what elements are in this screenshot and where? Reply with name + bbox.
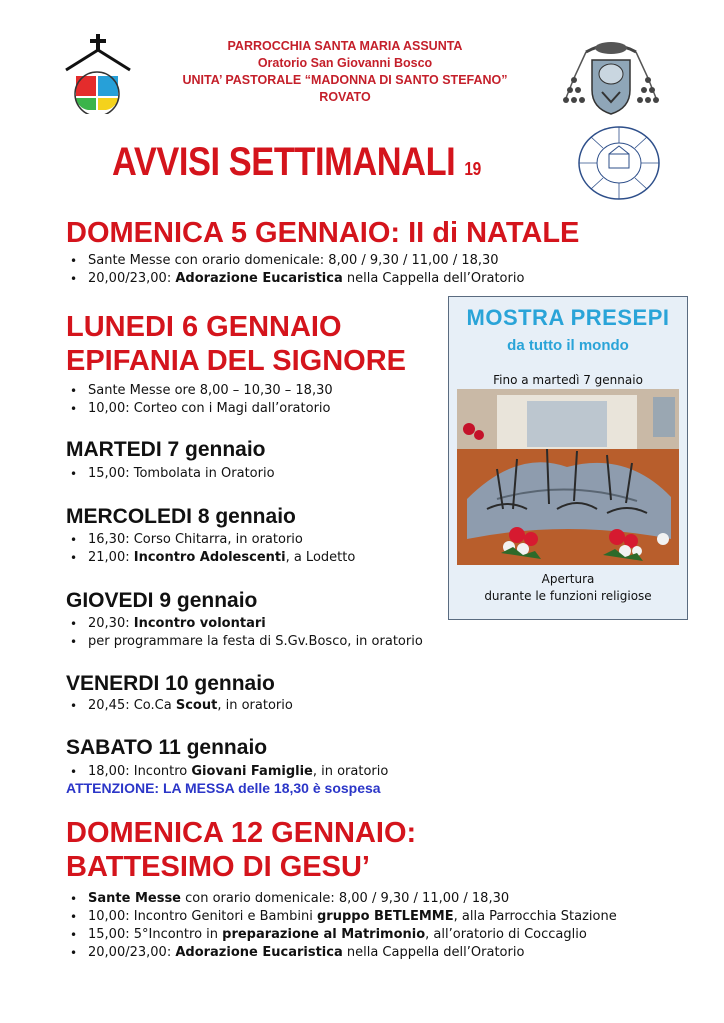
list-dom5 [66,252,524,288]
list-item: • 16,30: Corso Chitarra, in oratorio [66,531,355,549]
section-title-mar7: MARTEDI 7 gennaio [66,438,266,461]
unita-pastorale-seal-icon [576,124,662,202]
nativity-scene-photo-icon [457,389,679,565]
list-item: • 15,00: Tombolata in Oratorio [66,465,275,483]
title-text: AVVISI SETTIMANALI [112,140,456,184]
section-title-lun6-line2: EPIFANIA DEL SIGNORE [66,345,406,377]
parish-header [130,38,560,106]
exhibition-footer-line-1: Apertura [541,572,595,586]
section-title-dom12-line1: DOMENICA 12 GENNAIO: [66,817,417,849]
list-lun6 [66,382,333,418]
list-item: • Sante Messe ore 8,00 – 10,30 – 18,30 [66,382,333,400]
exhibition-date: Fino a martedì 7 gennaio [493,373,643,387]
section-title-lun6-line1: LUNEDI 6 GENNAIO [66,311,342,343]
list-item: • 20,30: Incontro volontari [66,615,423,633]
section-title-dom5: DOMENICA 5 GENNAIO: II di NATALE [66,217,580,249]
list-item: • 20,45: Co.Ca Scout, in oratorio [66,697,293,715]
exhibition-subtitle: da tutto il mondo [507,337,629,354]
section-title-ven10: VENERDI 10 gennaio [66,672,275,695]
header-line-1: PARROCCHIA SANTA MARIA ASSUNTA [227,39,463,53]
list-item: • Sante Messe con orario domenicale: 8,00 / 9,30 / 11,00 / 18,30 [66,252,524,270]
exhibition-footer [449,571,687,605]
page-title [112,140,481,185]
header-line-4: ROVATO [319,90,371,104]
church-puzzle-logo-icon [62,32,134,114]
header-line-3: UNITA’ PASTORALE “MADONNA DI SANTO STEFANO” [182,73,508,87]
list-dom12 [66,890,617,962]
section-title-gio9: GIOVEDI 9 gennaio [66,589,258,612]
attention-notice: ATTENZIONE: LA MESSA delle 18,30 è sospesa [66,780,381,796]
list-mer8 [66,531,355,567]
list-item: • 21,00: Incontro Adolescenti, a Lodetto [66,549,355,567]
list-item: • 20,00/23,00: Adorazione Eucaristica nella Cappella dell’Oratorio [66,944,617,962]
list-ven10 [66,697,293,715]
header-line-2: Oratorio San Giovanni Bosco [257,56,433,70]
list-item: • per programmare la festa di S.Gv.Bosco, in oratorio [66,633,423,651]
section-title-sab11: SABATO 11 gennaio [66,736,268,759]
list-item: • 18,00: Incontro Giovani Famiglie, in oratorio [66,763,388,781]
list-sab11 [66,763,388,781]
episcopal-crest-icon [556,38,666,116]
list-item: • Sante Messe con orario domenicale: 8,00 / 9,30 / 11,00 / 18,30 [66,890,617,908]
list-item: • 15,00: 5°Incontro in preparazione al Matrimonio, all’oratorio di Coccaglio [66,926,617,944]
list-item: • 10,00: Corteo con i Magi dall’oratorio [66,400,333,418]
exhibition-box [448,296,688,620]
section-title-dom12-line2: BATTESIMO DI GESU’ [66,851,370,883]
section-title-mer8: MERCOLEDI 8 gennaio [66,505,296,528]
exhibition-footer-line-2: durante le funzioni religiose [484,589,652,603]
list-item: • 20,00/23,00: Adorazione Eucaristica nella Cappella dell’Oratorio [66,270,524,288]
list-mar7 [66,465,275,483]
list-gio9 [66,615,423,651]
exhibition-title: MOSTRA PRESEPI [466,305,670,330]
issue-number: 19 [464,159,481,179]
list-item: • 10,00: Incontro Genitori e Bambini gruppo BETLEMME, alla Parrocchia Stazione [66,908,617,926]
